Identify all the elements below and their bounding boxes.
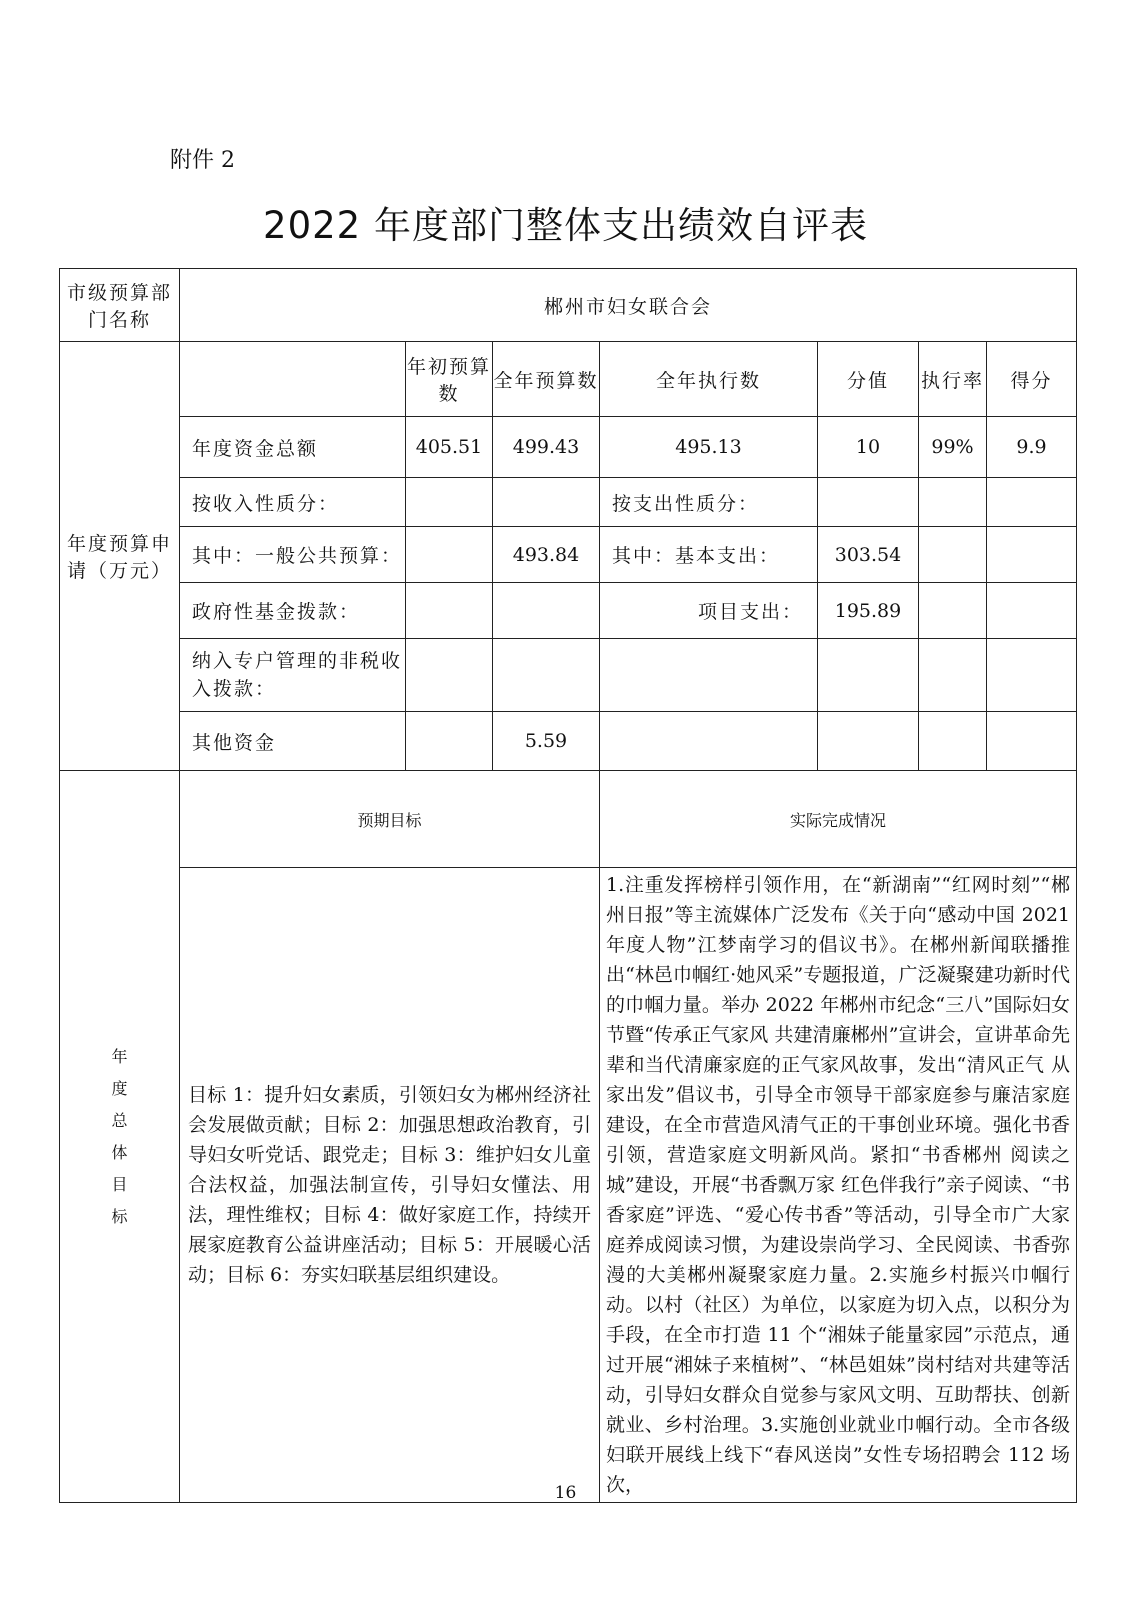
gov-fund-row: [60, 583, 1077, 639]
basic-expense-value: 303.54: [818, 527, 919, 583]
budget-section-label: 年度预算申请（万元）: [60, 342, 180, 771]
header-initial: 年初预算数: [406, 342, 493, 417]
goals-content-row: [60, 868, 1077, 1503]
nature-row: [60, 478, 1077, 527]
total-score-value: 10: [818, 417, 919, 478]
budget-header-row: [60, 342, 1077, 417]
total-annual: 499.43: [493, 417, 600, 478]
general-public-row: [60, 527, 1077, 583]
total-executed: 495.13: [600, 417, 818, 478]
header-executed: 全年执行数: [600, 342, 818, 417]
header-score: 得分: [987, 342, 1077, 417]
dept-row: [60, 269, 1077, 342]
total-initial: 405.51: [406, 417, 493, 478]
goals-section-char: 目: [111, 1174, 128, 1194]
goals-section-char: 度: [111, 1078, 128, 1098]
expected-header: 预期目标: [180, 771, 600, 868]
total-score: 9.9: [987, 417, 1077, 478]
dept-label: 市级预算部门名称: [60, 269, 180, 342]
header-exec-rate: 执行率: [919, 342, 987, 417]
total-exec-rate: 99%: [919, 417, 987, 478]
goals-header-row: [60, 771, 1077, 868]
project-expense-label: 项目支出：: [600, 583, 818, 639]
page-number: 16: [554, 1483, 577, 1503]
by-expense-label: 按支出性质分：: [600, 478, 818, 527]
header-score-value: 分值: [818, 342, 919, 417]
project-expense-value: 195.89: [818, 583, 919, 639]
header-blank: [180, 342, 406, 417]
performance-table: [59, 268, 1077, 1503]
actual-completion-text: 1.注重发挥榜样引领作用，在“新湖南”“红网时刻”“郴州日报”等主流媒体广泛发布《关于向“感动中国 2021 年度人物”江梦南学习的倡议书》。在郴州新闻联播推出“林邑巾帼红·她风采”专题报道，广泛凝聚建功新时代的巾帼力量。举办 2022 年郴州市纪念“三八”国际妇女节暨“传承正气家风 共建清廉郴州”宣讲会，宣讲革命先辈和当代清廉家庭的正气家风故事，发出“清风正气 从家出发”倡议书，引导全市领导干部家庭参与廉洁家庭建设，在全市营造风清气正的干事创业环境。强化书香引领，营造家庭文明新风尚。紧扣“书香郴州 阅读之城”建设，开展“书香飘万家 红色伴我行”亲子阅读、“书香家庭”评选、“爱心传书香”等活动，引导全市广大家庭养成阅读习惯，为建设崇尚学习、全民阅读、书香弥漫的大美郴州凝聚家庭力量。2.实施乡村振兴巾帼行动。以村（社区）为单位，以家庭为切入点，以积分为手段，在全市打造 11 个“湘妹子能量家园”示范点，通过开展“湘妹子来植树”、“林邑姐妹”岗村结对共建等活动，引导妇女群众自觉参与家风文明、互助帮扶、创新就业、乡村治理。3.实施创业就业巾帼行动。全市各级妇联开展线上线下“春风送岗”女性专场招聘会 112 场次，: [600, 868, 1077, 1503]
other-annual: 5.59: [493, 712, 600, 771]
goals-section-char: 体: [111, 1142, 128, 1162]
total-label: 年度资金总额: [180, 417, 406, 478]
total-row: [60, 417, 1077, 478]
other-label: 其他资金: [180, 712, 406, 771]
gov-fund-label: 政府性基金拨款：: [180, 583, 406, 639]
non-tax-label: 纳入专户管理的非税收入拨款：: [180, 639, 406, 712]
general-public-annual: 493.84: [493, 527, 600, 583]
other-row: [60, 712, 1077, 771]
goals-section-text: [60, 1041, 179, 1233]
basic-expense-label: 其中：基本支出：: [600, 527, 818, 583]
page-title: 2022 年度部门整体支出绩效自评表: [263, 204, 868, 247]
header-annual: 全年预算数: [493, 342, 600, 417]
general-public-label: 其中：一般公共预算：: [180, 527, 406, 583]
attachment-label: 附件 2: [170, 148, 235, 173]
non-tax-row: [60, 639, 1077, 712]
goals-section-char: 总: [111, 1110, 128, 1130]
expected-goals-text: 目标 1：提升妇女素质，引领妇女为郴州经济社会发展做贡献；目标 2：加强思想政治教育，引导妇女听党话、跟党走；目标 3：维护妇女儿童合法权益，加强法制宣传，引导妇女懂法、用法，理性维权；目标 4：做好家庭工作，持续开展家庭教育公益讲座活动；目标 5：开展暖心活动；目标 6：夯实妇联基层组织建设。: [180, 868, 600, 1503]
dept-name: 郴州市妇女联合会: [180, 269, 1077, 342]
goals-section-char: 标: [111, 1206, 128, 1226]
goals-section-label: [60, 771, 180, 1503]
goals-section-char: 年: [111, 1046, 128, 1066]
actual-header: 实际完成情况: [600, 771, 1077, 868]
by-income-label: 按收入性质分：: [180, 478, 406, 527]
